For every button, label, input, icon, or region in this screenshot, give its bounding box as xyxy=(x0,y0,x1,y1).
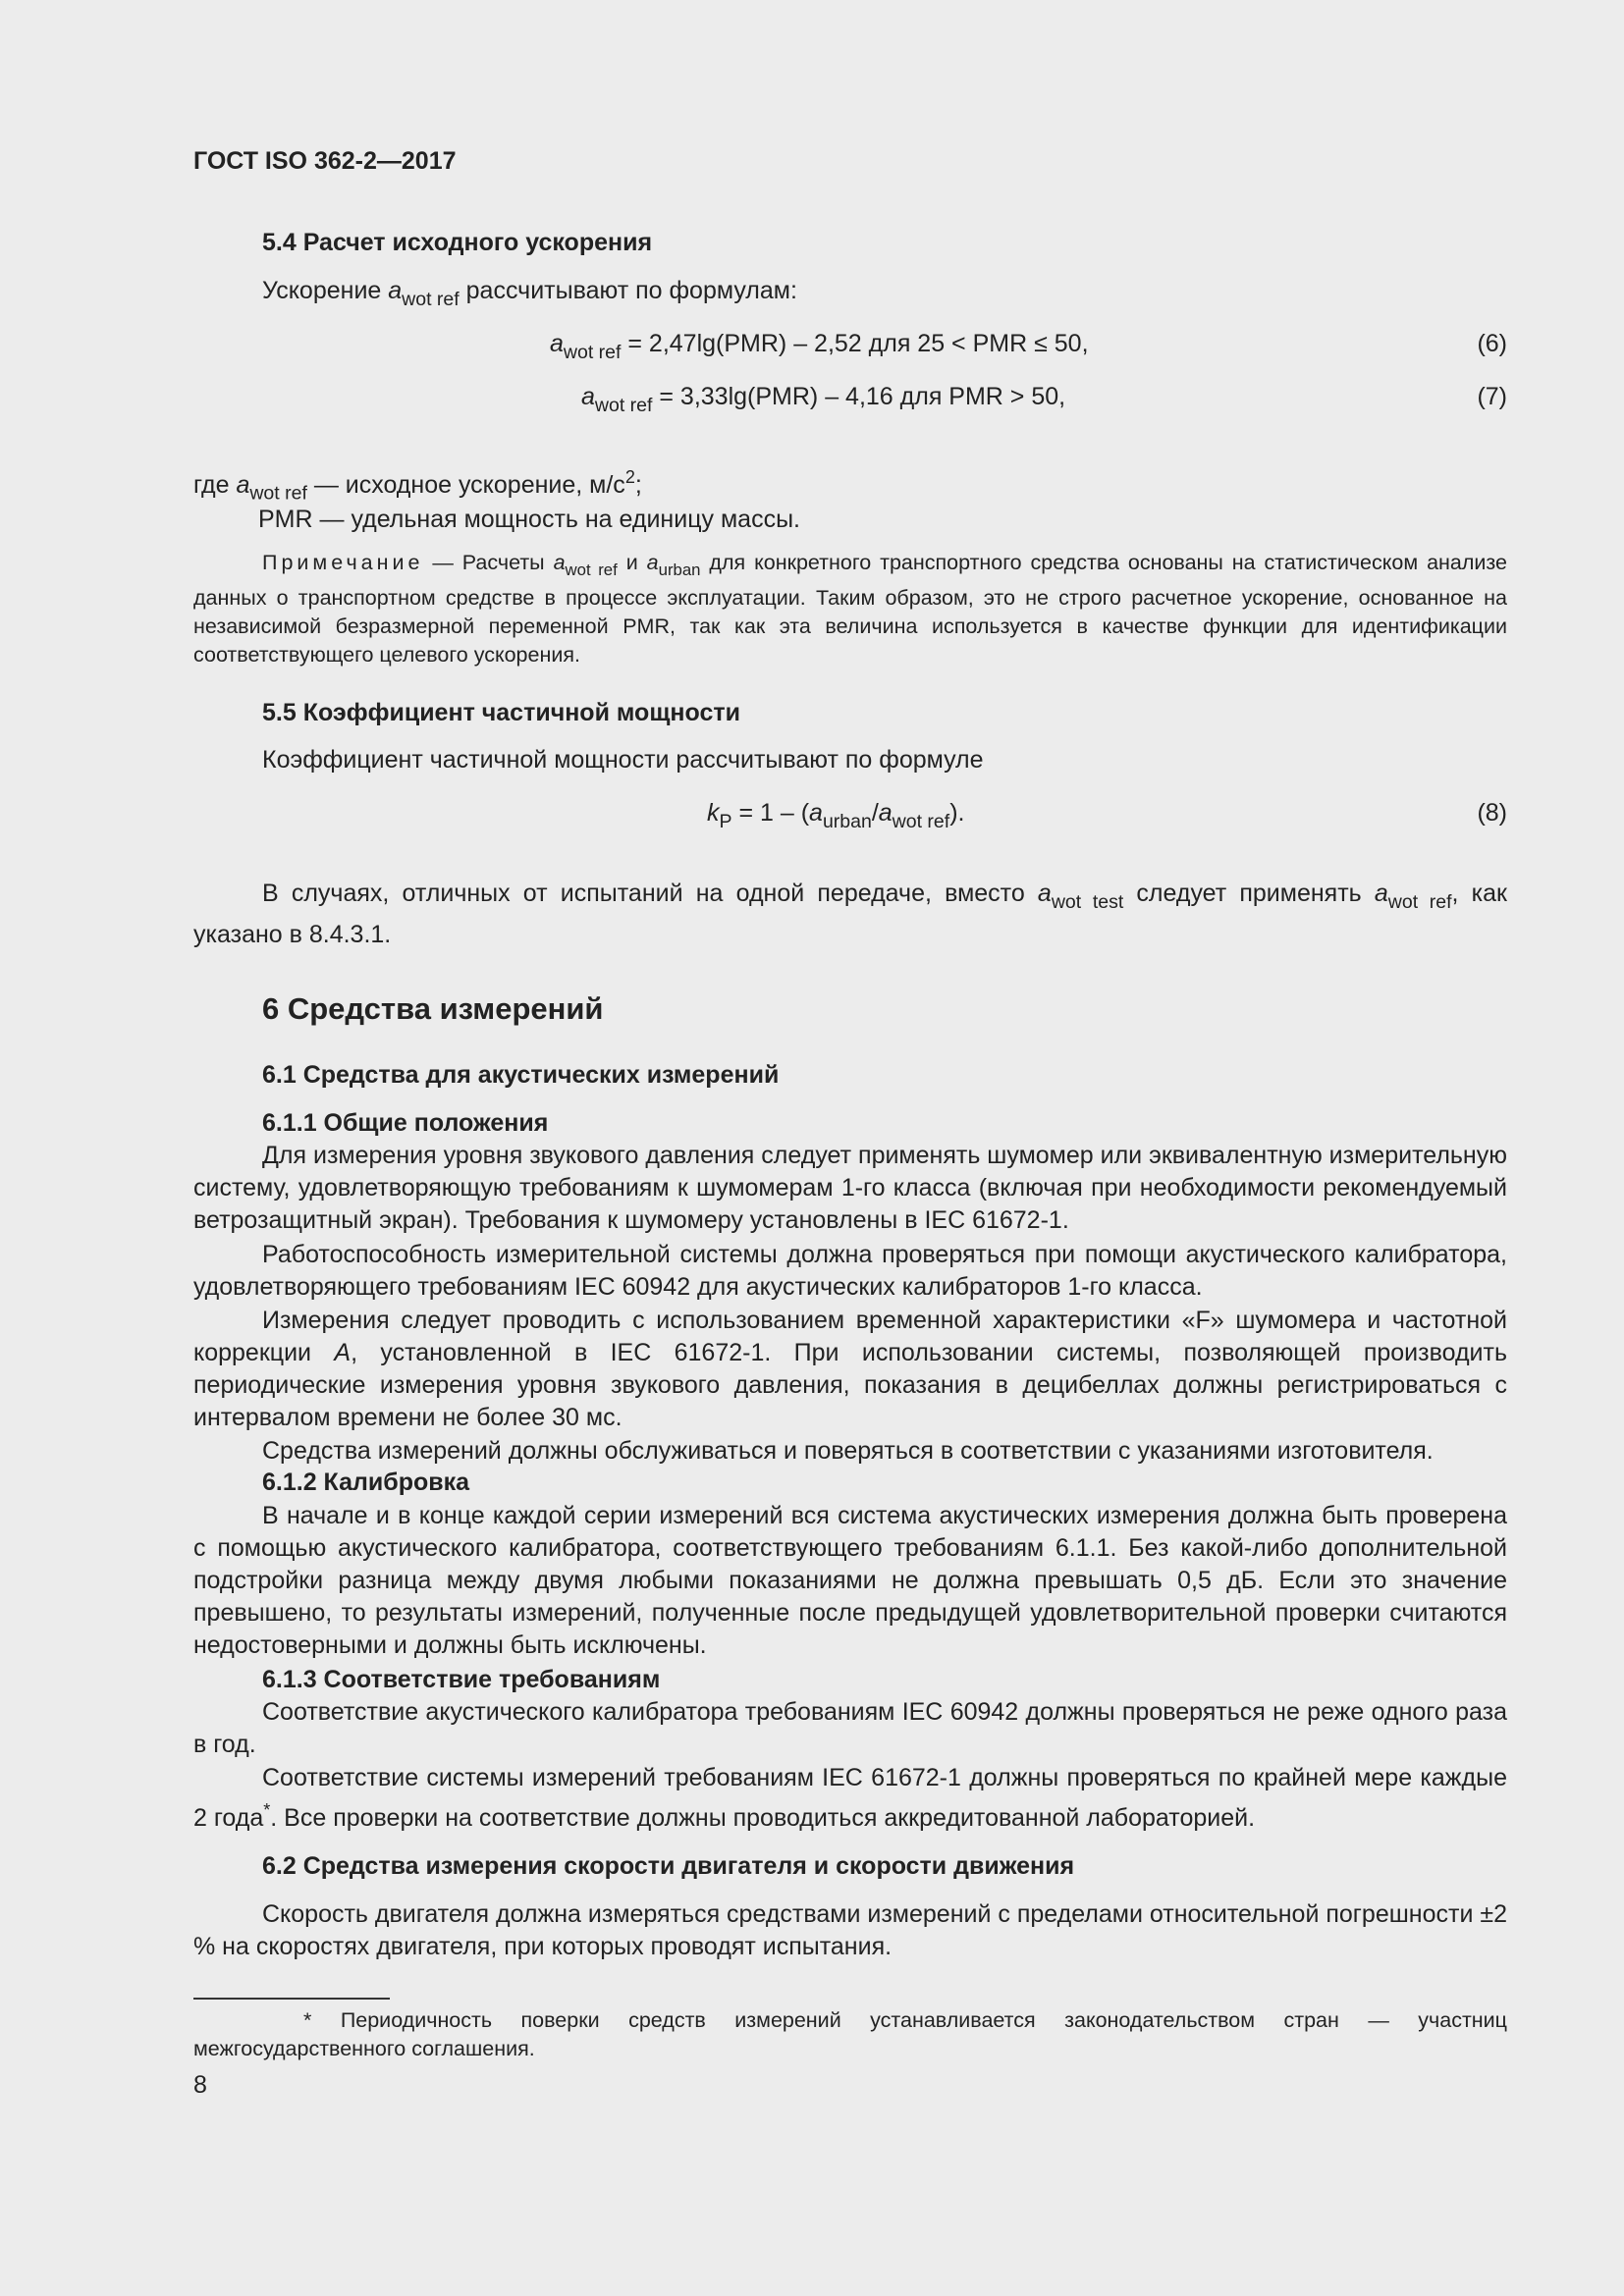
section-6-title: 6 Средства измерений xyxy=(262,991,604,1026)
section-6-1-1-title: 6.1.1 Общие положения xyxy=(262,1109,549,1137)
page-number: 8 xyxy=(193,2071,207,2099)
paragraph-6-1-1-d: Средства измерений должны обслуживаться и поверяться в соответствии с указаниями изготовителя. xyxy=(262,1437,1434,1465)
formula-6: $a_{wot ref} = 2,47\lg(PMR) - 2,52$ для 25 < PMR ≤ 50, xyxy=(550,330,1089,363)
paragraph-6-1-1-a: Для измерения уровня звукового давления следует применять шумомер или эквивалентную измерительную систему, удовлетворяющую требованиям к шумомерам 1-го класса (включая при необходимости рекомендуемый ветрозащитный экран). Требования к шумомеру установлены в IEC 61672-1. xyxy=(193,1142,1507,1234)
paragraph-6-1-2: В начале и в конце каждой серии измерений вся система акустических измерения должна быть проверена с помощью акустического калибратора, соответствующего требованиям 6.1.1. Без какой-либо дополнительной подстройки разница между двумя любыми показаниями не должна превышать 0,5 дБ. Если это значение превышено, то результаты измерений, полученные после предыдущей удовлетворительной проверки считаются недостоверными и должны быть исключены. xyxy=(193,1502,1507,1659)
paragraph-6-1-1-c: Измерения следует проводить с использованием временной характеристики «F» шумомера и частотной коррекции A, установленной в IEC 61672-1. При использовании системы, позволяющей производить периодические измерения уровня звукового давления, показания в децибеллах должны регистрироваться с интервалом времени не более 30 мс. xyxy=(193,1307,1507,1431)
where-line: где $a_{wot ref}$ — исходное ускорение, $м/с^2$; xyxy=(193,467,642,505)
paragraph-6-1-1-b: Работоспособность измерительной системы должна проверяться при помощи акустического калибратора, удовлетворяющего требованиям IEC 60942 для акустических калибраторов 1-го класса. xyxy=(193,1241,1507,1301)
formula-7-number: (7) xyxy=(1477,383,1507,410)
section-6-1-3-title: 6.1.3 Соответствие требованиям xyxy=(262,1666,661,1693)
section-6-1-title: 6.1 Средства для акустических измерений xyxy=(262,1061,780,1089)
section-5-5-intro: Коэффициент частичной мощности рассчитывают по формуле xyxy=(262,746,984,774)
formula-6-number: (6) xyxy=(1477,330,1507,357)
pmr-line: PMR — удельная мощность на единицу массы. xyxy=(258,506,800,533)
section-5-4-intro: Ускорение $a_{wot ref}$ рассчитывают по формулам: xyxy=(262,277,797,310)
formula-8: $k_P = 1 - (a_{urban}/a_{wot ref})$. xyxy=(707,799,965,832)
note-paragraph: Примечание — Расчеты $a_{wot ref}$ и $a_{urban}$ для конкретного транспортного средства основаны на статистическом анализе данных о транспортном средстве в процессе эксплуатации. Таким образом, это не строго расчетное ускорение, основанное на независимой безразмерной переменной PMR, так как эта величина используется в качестве функции для идентификации соответствующего целевого ускорения. xyxy=(193,551,1507,667)
formula-8-number: (8) xyxy=(1477,799,1507,827)
section-5-4-title: 5.4 Расчет исходного ускорения xyxy=(262,229,653,256)
paragraph-6-1-3-b: Соответствие системы измерений требованиям IEC 61672-1 должны проверяться по крайней мере каждые 2 года*. Все проверки на соответствие должны проводиться аккредитованной лабораторией. xyxy=(193,1764,1507,1832)
paragraph-6-1-3-a: Соответствие акустического калибратора требованиям IEC 60942 должны проверяться не реже одного раза в год. xyxy=(193,1698,1507,1758)
formula-7: $a_{wot ref} = 3,33\lg(PMR) - 4,16$ для PMR > 50, xyxy=(581,383,1066,416)
footnote-divider xyxy=(193,1998,390,2000)
document-header: ГОСТ ISO 362-2—2017 xyxy=(193,147,457,175)
cases-paragraph: В случаях, отличных от испытаний на одной передаче, вместо $a_{wot test}$ следует применять $a_{wot ref}$, как указано в 8.4.3.1. xyxy=(193,880,1507,948)
section-6-1-2-title: 6.1.2 Калибровка xyxy=(262,1468,470,1496)
section-6-2-title: 6.2 Средства измерения скорости двигателя и скорости движения xyxy=(262,1852,1075,1880)
footnote-text: * Периодичность поверки средств измерений устанавливается законодательством стран — участниц межгосударственного соглашения. xyxy=(193,2008,1507,2060)
section-5-5-title: 5.5 Коэффициент частичной мощности xyxy=(262,699,740,726)
paragraph-6-2: Скорость двигателя должна измеряться средствами измерений с пределами относительной погрешности ±2 % на скоростях двигателя, при которых проводят испытания. xyxy=(193,1900,1507,1960)
